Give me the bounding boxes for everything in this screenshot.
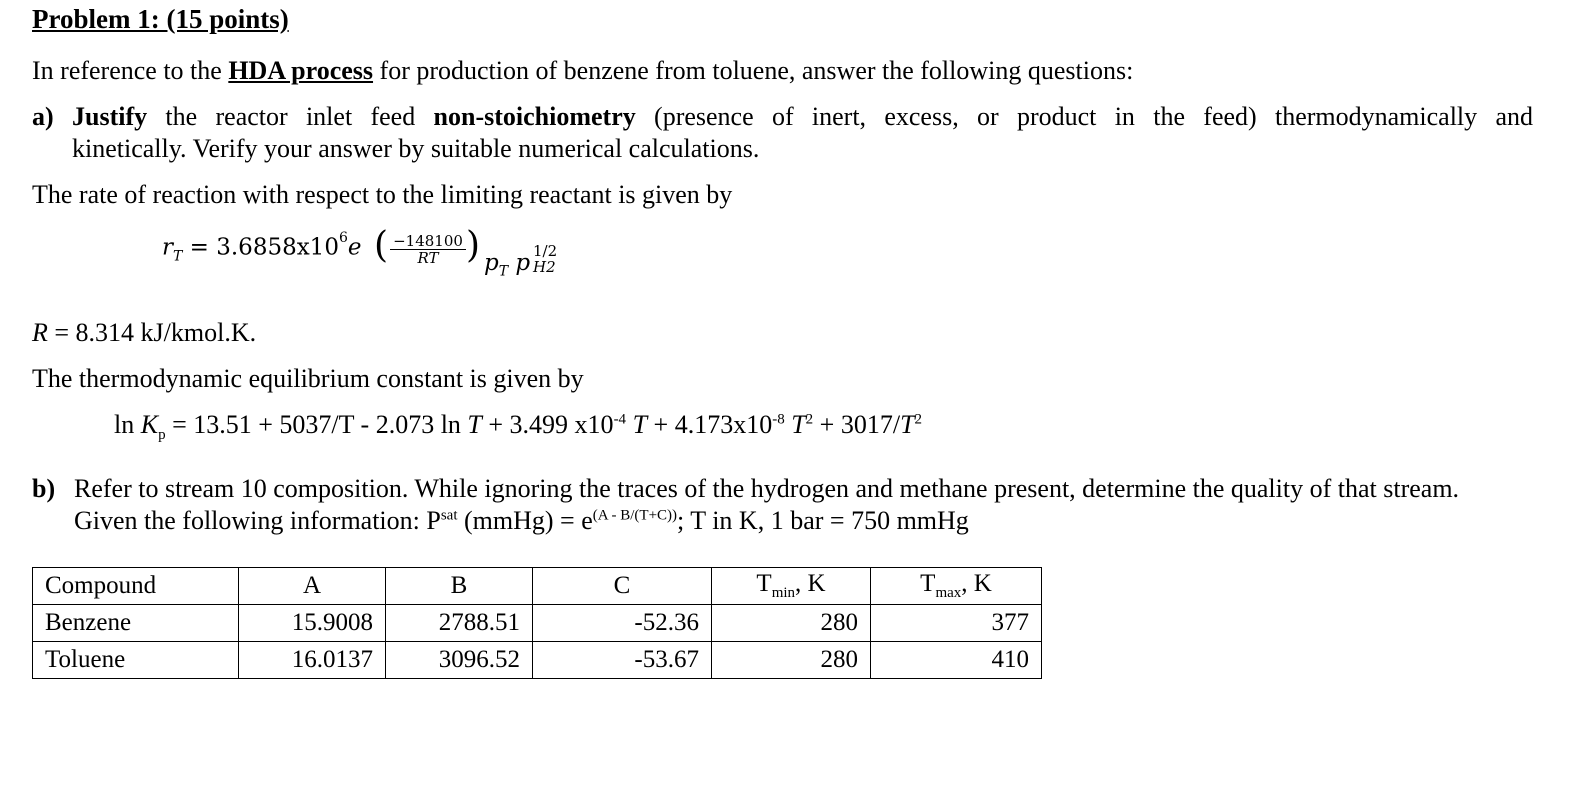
part-a-label: [32, 102, 54, 132]
cell-c: -53.67: [533, 642, 712, 679]
eq-part4: + 3017/: [813, 410, 901, 439]
equilibrium-equation: [114, 410, 922, 444]
tmax-sub: max: [935, 585, 962, 601]
part-a-letter: a): [32, 102, 54, 131]
rate-lhs: r: [162, 234, 173, 261]
ph2-scripts: [533, 243, 557, 275]
part-a-text2: (presence of inert, excess, or product in the feed) thermodynamically and: [635, 102, 1534, 131]
cell-compound: Toluene: [33, 642, 239, 679]
fraction-denominator: RT: [390, 249, 466, 266]
eq-sq2: 2: [914, 411, 923, 428]
eq-sq1: 2: [805, 411, 814, 428]
cell-b: 3096.52: [386, 642, 533, 679]
paren-right: ): [466, 225, 481, 266]
eq-exp2: -8: [772, 411, 785, 428]
intro-text: [32, 56, 1133, 86]
header-b: B: [386, 568, 533, 605]
ph2-sup: 1/2: [533, 242, 558, 260]
header-compound: Compound: [33, 568, 239, 605]
ph2-symbol: p: [515, 250, 531, 276]
eq-T3: T: [791, 410, 806, 439]
intro-pre: In reference to the: [32, 56, 229, 85]
tmax-unit: , K: [961, 570, 992, 597]
rate-intro: The rate of reaction with respect to the limiting reactant is given by: [32, 180, 733, 209]
problem-title: Problem 1: (15 points): [32, 4, 289, 34]
pt-sub: T: [498, 263, 509, 280]
part-a-line1: [72, 102, 1533, 132]
part-b-letter: b): [32, 474, 56, 503]
table-header-row: [33, 568, 1042, 605]
part-b-post: ; T in K, 1 bar = 750 mmHg: [677, 506, 969, 535]
eq-T2: T: [632, 410, 648, 439]
part-b-line2: [74, 506, 969, 536]
part-b-pre: Given the following information: P: [74, 506, 441, 535]
rate-partial-pressures: [484, 250, 530, 280]
cell-a: 16.0137: [239, 642, 386, 679]
cell-a: 15.9008: [239, 605, 386, 642]
part-b-label: [32, 474, 55, 504]
cell-b: 2788.51: [386, 605, 533, 642]
gas-constant-symbol: R: [32, 318, 48, 347]
rate-exp6: 6: [338, 230, 348, 246]
ph2-sub: H2: [533, 258, 556, 276]
header-tmin: [712, 568, 871, 605]
tmin-t: T: [756, 570, 772, 597]
eq-T4: T: [900, 410, 915, 439]
justify-word: Justify: [72, 102, 148, 131]
non-stoichiometry-word: non-stoichiometry: [433, 102, 636, 131]
ln-label: ln: [114, 410, 141, 439]
kp-symbol: K: [140, 410, 159, 439]
header-c: C: [533, 568, 712, 605]
intro-post: for production of benzene from toluene, answer the following questions:: [373, 56, 1134, 85]
equilibrium-intro: The thermodynamic equilibrium constant is given by: [32, 364, 584, 393]
rate-equation: [162, 230, 362, 265]
part-b-line1: Refer to stream 10 composition. While ignoring the traces of the hydrogen and methane present, determine the quality of that stream.: [74, 474, 1460, 503]
fraction-numerator: −148100: [393, 232, 463, 250]
kp-sub: p: [158, 427, 166, 444]
header-tmax: [871, 568, 1042, 605]
tmin-sub: min: [771, 585, 796, 601]
rate-lhs-sub: T: [173, 248, 183, 265]
part-a-text1: the reactor inlet feed: [147, 102, 434, 131]
cell-tmin: 280: [712, 605, 871, 642]
part-b-mid: (mmHg) = e: [457, 506, 593, 535]
eq-exp1: -4: [613, 411, 627, 428]
eq-T1: T: [467, 410, 482, 439]
part-a-line2: kinetically. Verify your answer by suitable numerical calculations.: [72, 134, 760, 163]
cell-tmax: 410: [871, 642, 1042, 679]
cell-tmin: 280: [712, 642, 871, 679]
hda-process-label: HDA process: [228, 56, 374, 85]
pt-symbol: p: [484, 250, 499, 276]
tmin-unit: , K: [795, 570, 826, 597]
rate-fraction: [390, 233, 466, 266]
rate-e: e: [347, 234, 362, 261]
eq-part2: + 3.499 x10: [481, 410, 614, 439]
gas-constant: [32, 318, 256, 348]
table-row: [33, 605, 1042, 642]
rate-coefficient: = 3.6858x10: [182, 234, 339, 261]
exp-sup: (A - B/(T+C)): [592, 507, 678, 524]
eq-part3: + 4.173x10: [647, 410, 773, 439]
tmax-t: T: [920, 570, 936, 597]
header-a: A: [239, 568, 386, 605]
cell-compound: Benzene: [33, 605, 239, 642]
antoine-table: [32, 567, 1042, 679]
paren-left: (: [374, 225, 389, 266]
cell-tmax: 377: [871, 605, 1042, 642]
gas-constant-value: = 8.314 kJ/kmol.K.: [47, 318, 257, 347]
psat-sup: sat: [440, 507, 458, 524]
cell-c: -52.36: [533, 605, 712, 642]
eq-part1: = 13.51 + 5037/T - 2.073 ln: [165, 410, 468, 439]
table-row: [33, 642, 1042, 679]
